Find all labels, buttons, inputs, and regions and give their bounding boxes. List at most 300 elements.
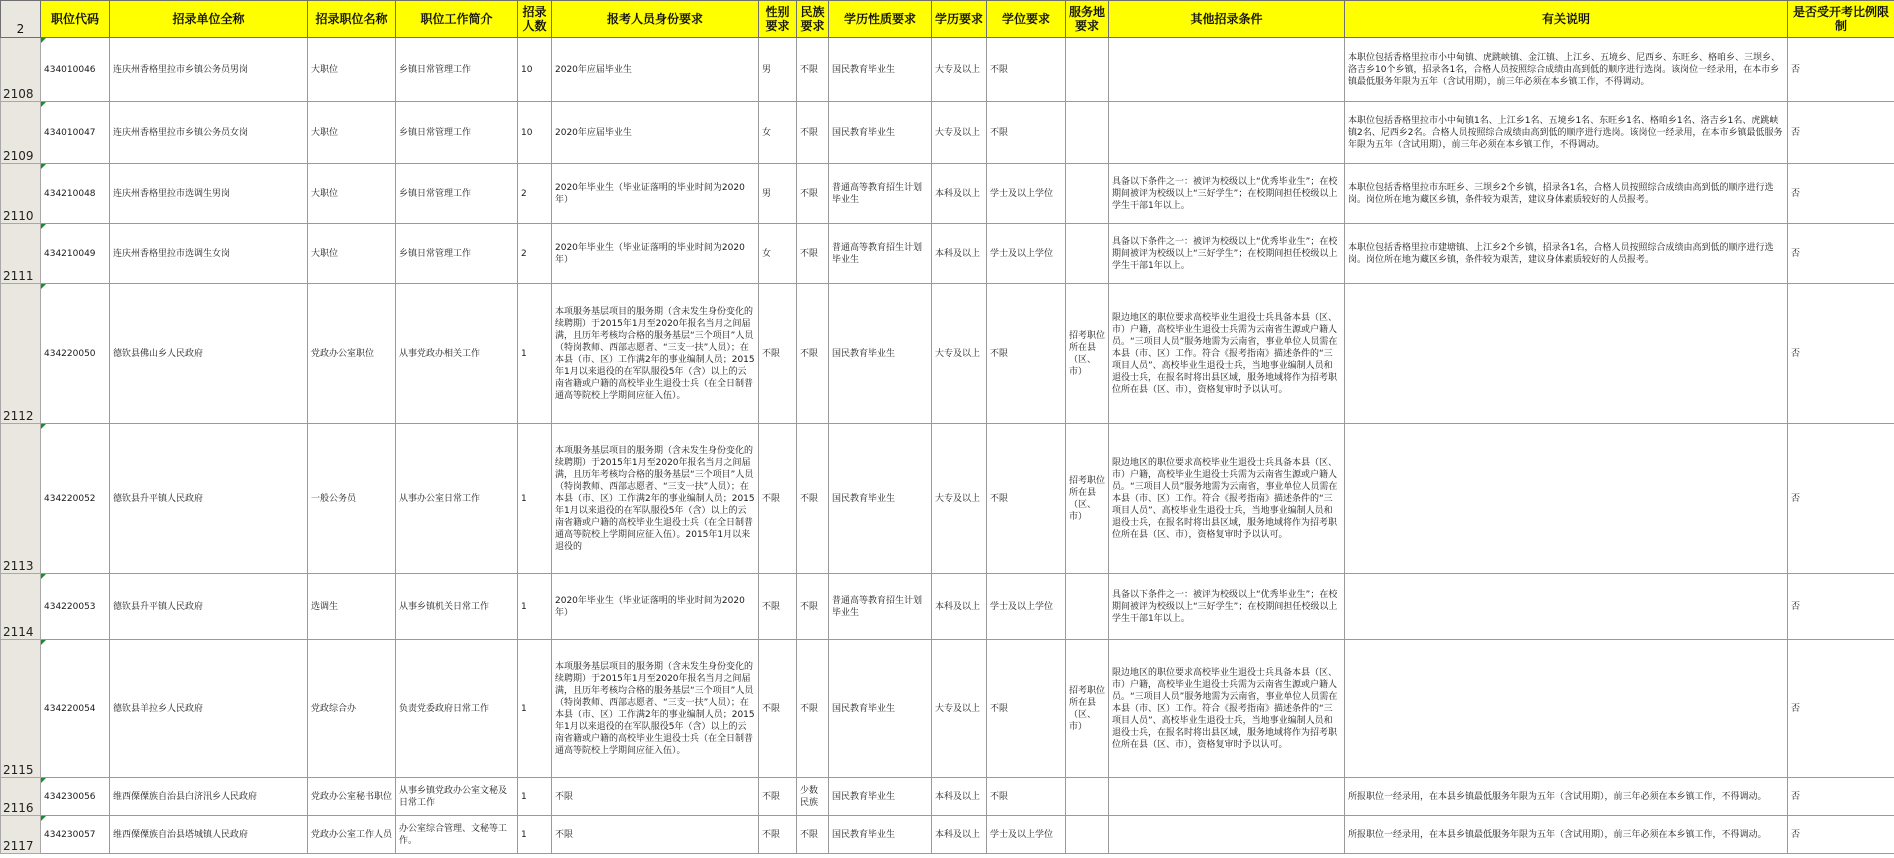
cell-other-text: 具备以下条件之一：被评为校级以上“优秀毕业生”；在校期间被评为校级以上“三好学生”；在校期间担任校级以上学生干部1年以上。 — [1112, 236, 1338, 271]
cell-code-text: 434210049 — [44, 248, 96, 259]
cell-ratio[interactable] — [1788, 102, 1894, 164]
cell-unit-text: 维西傈僳族自治县白济汛乡人民政府 — [113, 791, 258, 802]
cell-identity[interactable] — [552, 574, 759, 640]
header-identity[interactable]: 报考人员身份要求 — [552, 1, 759, 38]
cell-notes[interactable] — [1345, 778, 1788, 816]
cell-edu-type[interactable] — [829, 102, 932, 164]
cell-degree[interactable] — [987, 38, 1066, 102]
cell-identity[interactable] — [552, 816, 759, 854]
table-row — [1, 816, 1894, 854]
cell-ratio[interactable] — [1788, 164, 1894, 224]
row-number-text: 2117 — [3, 840, 34, 852]
row-number — [1, 38, 41, 102]
cell-education[interactable] — [932, 778, 987, 816]
table-row — [1, 778, 1894, 816]
cell-edu-type-text: 普通高等教育招生计划毕业生 — [832, 595, 923, 618]
cell-other[interactable] — [1109, 640, 1345, 778]
cell-service[interactable] — [1066, 574, 1109, 640]
cell-service[interactable] — [1066, 424, 1109, 574]
cell-ethnicity-text: 不限 — [800, 703, 819, 714]
cell-education[interactable] — [932, 164, 987, 224]
cell-notes[interactable] — [1345, 640, 1788, 778]
cell-service[interactable] — [1066, 38, 1109, 102]
cell-other[interactable] — [1109, 38, 1345, 102]
cell-education[interactable] — [932, 102, 987, 164]
cell-identity-text: 2020年应届毕业生 — [555, 127, 632, 138]
cell-edu-type-text: 国民教育毕业生 — [832, 703, 896, 714]
cell-unit[interactable] — [110, 816, 308, 854]
cell-edu-type[interactable] — [829, 816, 932, 854]
cell-gender-text: 不限 — [762, 791, 781, 802]
cell-unit[interactable] — [110, 424, 308, 574]
cell-identity[interactable] — [552, 38, 759, 102]
row-number — [1, 574, 41, 640]
cell-edu-type-text: 国民教育毕业生 — [832, 64, 896, 75]
cell-unit-text: 连庆州香格里拉市乡镇公务员男岗 — [113, 64, 249, 75]
cell-ethnicity-text: 不限 — [800, 64, 819, 75]
cell-ratio[interactable] — [1788, 38, 1894, 102]
cell-ratio-text: 否 — [1791, 64, 1801, 75]
cell-service-text: 招考职位所在县（区、市） — [1069, 685, 1105, 732]
cell-code-text: 434220050 — [44, 348, 96, 359]
row-number: 2 — [1, 1, 41, 38]
cell-ethnicity[interactable] — [797, 640, 829, 778]
header-intro[interactable]: 职位工作简介 — [396, 1, 518, 38]
row-number-text: 2113 — [3, 560, 34, 572]
cell-unit[interactable] — [110, 224, 308, 284]
cell-identity-text: 2020年应届毕业生 — [555, 64, 632, 75]
cell-code-text: 434220053 — [44, 601, 96, 612]
cell-education-text: 大专及以上 — [935, 64, 981, 75]
header-edu-type[interactable]: 学历性质要求 — [829, 1, 932, 38]
cell-degree[interactable] — [987, 224, 1066, 284]
cell-ethnicity-text: 不限 — [800, 248, 819, 259]
cell-degree-text: 不限 — [990, 127, 1009, 138]
cell-intro[interactable] — [396, 640, 518, 778]
cell-ethnicity-text: 不限 — [800, 829, 819, 840]
cell-position[interactable] — [308, 102, 396, 164]
cell-unit-text: 德钦县羊拉乡人民政府 — [113, 703, 204, 714]
cell-identity[interactable] — [552, 102, 759, 164]
cell-count[interactable] — [518, 38, 552, 102]
cell-gender[interactable] — [759, 38, 797, 102]
cell-unit-text: 德钦县升平镇人民政府 — [113, 601, 204, 612]
cell-intro[interactable] — [396, 164, 518, 224]
cell-intro[interactable] — [396, 574, 518, 640]
cell-notes-text: 本职位包括香格里拉市建塘镇、上江乡2个乡镇，招录各1名，合格人员按照综合成绩由高到低的顺序进行选岗。岗位所在地为藏区乡镇，条件较为艰苦，建议身体素质较好的人员报考。 — [1348, 242, 1774, 265]
cell-count[interactable] — [518, 816, 552, 854]
cell-position-text: 选调生 — [311, 601, 339, 612]
cell-position[interactable] — [308, 574, 396, 640]
cell-other[interactable] — [1109, 816, 1345, 854]
cell-position-text: 大职位 — [311, 188, 339, 199]
cell-edu-type-text: 国民教育毕业生 — [832, 791, 896, 802]
cell-education[interactable] — [932, 574, 987, 640]
cell-other-text: 限边地区的职位要求高校毕业生退役士兵具备本县（区、市）户籍，高校毕业生退役士兵需为云南省生源或户籍人员。“三项目人员”服务地需为云南省，事业单位人员需在本县（市、区）工作。符合《报考指南》描述条件的“三项目人员”、高校毕业生退役士兵，当地事业编制人员和退役士兵，在报名时将出县区域，服务地域将作为招考职位所在县（区、市），资格复审时予以认可。 — [1112, 667, 1338, 750]
row-number — [1, 816, 41, 854]
cell-degree[interactable] — [987, 574, 1066, 640]
cell-service[interactable] — [1066, 778, 1109, 816]
cell-gender-text: 男 — [762, 64, 772, 75]
cell-edu-type-text: 国民教育毕业生 — [832, 493, 896, 504]
cell-intro[interactable] — [396, 424, 518, 574]
cell-notes[interactable] — [1345, 102, 1788, 164]
cell-edu-type-text: 国民教育毕业生 — [832, 127, 896, 138]
cell-service-text: 招考职位所在县（区、市） — [1069, 475, 1105, 522]
row-number — [1, 224, 41, 284]
cell-education[interactable] — [932, 424, 987, 574]
cell-degree[interactable] — [987, 640, 1066, 778]
cell-notes[interactable] — [1345, 424, 1788, 574]
cell-other[interactable] — [1109, 102, 1345, 164]
cell-degree[interactable] — [987, 164, 1066, 224]
cell-other[interactable] — [1109, 224, 1345, 284]
cell-edu-type[interactable] — [829, 164, 932, 224]
cell-education[interactable] — [932, 284, 987, 424]
cell-edu-type-text: 国民教育毕业生 — [832, 829, 896, 840]
cell-ethnicity[interactable] — [797, 224, 829, 284]
cell-notes[interactable] — [1345, 816, 1788, 854]
cell-position[interactable] — [308, 164, 396, 224]
cell-gender-text: 女 — [762, 127, 772, 138]
cell-unit[interactable] — [110, 102, 308, 164]
header-ratio[interactable]: 是否受开考比例限制 — [1788, 1, 1894, 38]
cell-intro-text: 从事办公室日常工作 — [399, 493, 481, 504]
cell-identity-text: 不限 — [555, 791, 574, 802]
cell-degree[interactable] — [987, 102, 1066, 164]
cell-education-text: 大专及以上 — [935, 127, 981, 138]
cell-code[interactable] — [41, 224, 110, 284]
cell-code[interactable] — [41, 424, 110, 574]
cell-degree-text: 学士及以上学位 — [990, 601, 1054, 612]
cell-intro[interactable] — [396, 224, 518, 284]
cell-code[interactable] — [41, 574, 110, 640]
cell-count-text: 2 — [521, 188, 527, 199]
cell-ratio-text: 否 — [1791, 188, 1801, 199]
cell-degree[interactable] — [987, 284, 1066, 424]
cell-unit[interactable] — [110, 574, 308, 640]
row-number — [1, 778, 41, 816]
cell-code[interactable] — [41, 102, 110, 164]
cell-education-text: 本科及以上 — [935, 601, 981, 612]
cell-notes[interactable] — [1345, 574, 1788, 640]
cell-code-text: 434220054 — [44, 703, 96, 714]
cell-intro-text: 乡镇日常管理工作 — [399, 248, 472, 259]
cell-code-text: 434210048 — [44, 188, 96, 199]
cell-count[interactable] — [518, 164, 552, 224]
cell-ratio-text: 否 — [1791, 493, 1801, 504]
cell-other[interactable] — [1109, 284, 1345, 424]
cell-service[interactable] — [1066, 640, 1109, 778]
cell-position-text: 党政综合办 — [311, 703, 357, 714]
cell-edu-type[interactable] — [829, 778, 932, 816]
cell-ratio-text: 否 — [1791, 127, 1801, 138]
cell-unit[interactable] — [110, 778, 308, 816]
cell-ethnicity-text: 不限 — [800, 127, 819, 138]
cell-count-text: 10 — [521, 127, 533, 138]
cell-degree-text: 不限 — [990, 348, 1009, 359]
cell-count-text: 1 — [521, 493, 527, 504]
row-number-text: 2109 — [3, 150, 34, 162]
cell-unit-text: 连庆州香格里拉市乡镇公务员女岗 — [113, 127, 249, 138]
row-number — [1, 164, 41, 224]
row-number-text: 2110 — [3, 210, 34, 222]
cell-intro[interactable] — [396, 38, 518, 102]
cell-edu-type[interactable] — [829, 224, 932, 284]
cell-ethnicity[interactable] — [797, 102, 829, 164]
cell-identity[interactable] — [552, 424, 759, 574]
cell-intro-text: 从事乡镇党政办公室文秘及日常工作 — [399, 785, 508, 808]
header-degree[interactable]: 学位要求 — [987, 1, 1066, 38]
cell-edu-type[interactable] — [829, 640, 932, 778]
cell-unit-text: 连庆州香格里拉市选调生男岗 — [113, 188, 231, 199]
cell-gender[interactable] — [759, 816, 797, 854]
cell-position[interactable] — [308, 778, 396, 816]
cell-gender[interactable] — [759, 424, 797, 574]
cell-count-text: 1 — [521, 829, 527, 840]
cell-position[interactable] — [308, 640, 396, 778]
cell-position-text: 党政办公室职位 — [311, 348, 375, 359]
cell-position-text: 大职位 — [311, 127, 339, 138]
cell-gender-text: 不限 — [762, 829, 781, 840]
cell-degree[interactable] — [987, 778, 1066, 816]
cell-ethnicity[interactable] — [797, 574, 829, 640]
cell-code-text: 434010046 — [44, 64, 96, 75]
cell-edu-type[interactable] — [829, 574, 932, 640]
cell-identity-text: 本项服务基层项目的服务期（含未发生身份变化的续聘期）于2015年1月至2020年报名当月之间届满，且历年考核均合格的服务基层“三个项目”人员（特岗教师、西部志愿者、“三支一扶”人员）；在本县（市、区）工作满2年的事业编制人员；2015年1月以来退役的在军队服役5年（含）以上的云南省籍或户籍的高校毕业生退役士兵（在全日制普通高等院校上学期间应征入伍）。2015年1月以来退役的 — [555, 445, 755, 552]
cell-education[interactable] — [932, 640, 987, 778]
cell-position[interactable] — [308, 284, 396, 424]
cell-code[interactable] — [41, 38, 110, 102]
cell-service[interactable] — [1066, 284, 1109, 424]
cell-notes-text: 本职位包括香格里拉市小中甸镇、虎跳峡镇、金江镇、上江乡、五境乡、尼西乡、东旺乡、格咱乡、三坝乡、洛吉乡10个乡镇，招录各1名，合格人员按照综合成绩由高到低的顺序进行选岗。该岗位一经录用，在本市乡镇最低服务年限为五年（含试用期），前三年必须在本乡镇工作，不得调动。 — [1348, 52, 1781, 87]
cell-gender[interactable] — [759, 224, 797, 284]
cell-ethnicity[interactable] — [797, 284, 829, 424]
header-gender[interactable]: 性别要求 — [759, 1, 797, 38]
cell-intro[interactable] — [396, 778, 518, 816]
cell-degree-text: 不限 — [990, 791, 1009, 802]
cell-position-text: 大职位 — [311, 248, 339, 259]
cell-count-text: 1 — [521, 348, 527, 359]
header-notes[interactable]: 有关说明 — [1345, 1, 1788, 38]
row-number-text: 2111 — [3, 270, 34, 282]
cell-position[interactable] — [308, 816, 396, 854]
cell-unit[interactable] — [110, 284, 308, 424]
table-row — [1, 424, 1894, 574]
table-row — [1, 224, 1894, 284]
cell-ethnicity[interactable] — [797, 778, 829, 816]
header-row — [1, 1, 1894, 38]
cell-degree[interactable] — [987, 424, 1066, 574]
cell-education[interactable] — [932, 224, 987, 284]
cell-count[interactable] — [518, 574, 552, 640]
cell-notes[interactable] — [1345, 224, 1788, 284]
header-ethnicity[interactable]: 民族要求 — [797, 1, 829, 38]
cell-ratio[interactable] — [1788, 284, 1894, 424]
row-number — [1, 640, 41, 778]
cell-code-text: 434230056 — [44, 791, 96, 802]
cell-code[interactable] — [41, 164, 110, 224]
cell-identity-text: 本项服务基层项目的服务期（含未发生身份变化的续聘期）于2015年1月至2020年报名当月之间届满，且历年考核均合格的服务基层“三个项目”人员（特岗教师、西部志愿者、“三支一扶”人员）；在本县（市、区）工作满2年的事业编制人员；2015年1月以来退役的在军队服役5年（含）以上的云南省籍或户籍的高校毕业生退役士兵（在全日制普通高等院校上学期间应征入伍）。 — [555, 306, 755, 401]
cell-ratio[interactable] — [1788, 424, 1894, 574]
row-number — [1, 284, 41, 424]
cell-degree-text: 不限 — [990, 64, 1009, 75]
cell-ratio[interactable] — [1788, 816, 1894, 854]
row-number-text: 2116 — [3, 802, 34, 814]
cell-ratio-text: 否 — [1791, 348, 1801, 359]
cell-intro[interactable] — [396, 102, 518, 164]
cell-code[interactable] — [41, 816, 110, 854]
row-number-text: 2115 — [3, 764, 34, 776]
cell-notes-text: 本职位包括香格里拉市小中甸镇1名、上江乡1名、五境乡1名、东旺乡1名、格咱乡1名、洛吉乡1名、虎跳峡镇2名、尼西乡2名。合格人员按照综合成绩由高到低的顺序进行选岗。该岗位一经录用，在本市乡镇最低服务年限为五年（含试用期），前三年必须在本乡镇工作，不得调动。 — [1348, 115, 1783, 150]
cell-ethnicity[interactable] — [797, 816, 829, 854]
cell-intro[interactable] — [396, 816, 518, 854]
cell-service[interactable] — [1066, 224, 1109, 284]
header-other[interactable]: 其他招录条件 — [1109, 1, 1345, 38]
cell-gender[interactable] — [759, 574, 797, 640]
cell-ethnicity-text: 不限 — [800, 601, 819, 612]
cell-gender[interactable] — [759, 284, 797, 424]
cell-service[interactable] — [1066, 164, 1109, 224]
cell-code[interactable] — [41, 284, 110, 424]
cell-unit[interactable] — [110, 164, 308, 224]
cell-other[interactable] — [1109, 424, 1345, 574]
cell-gender[interactable] — [759, 778, 797, 816]
cell-ethnicity-text: 不限 — [800, 188, 819, 199]
cell-notes-text: 所报职位一经录用，在本县乡镇最低服务年限为五年（含试用期），前三年必须在本乡镇工作，不得调动。 — [1348, 791, 1767, 802]
cell-edu-type[interactable] — [829, 38, 932, 102]
cell-edu-type[interactable] — [829, 424, 932, 574]
cell-degree-text: 不限 — [990, 493, 1009, 504]
cell-ratio[interactable] — [1788, 574, 1894, 640]
cell-ethnicity[interactable] — [797, 424, 829, 574]
cell-unit[interactable] — [110, 38, 308, 102]
cell-code[interactable] — [41, 778, 110, 816]
cell-notes-text: 所报职位一经录用，在本县乡镇最低服务年限为五年（含试用期），前三年必须在本乡镇工作，不得调动。 — [1348, 829, 1767, 840]
cell-ratio[interactable] — [1788, 224, 1894, 284]
cell-count-text: 2 — [521, 248, 527, 259]
cell-notes-text: 本职位包括香格里拉市东旺乡、三坝乡2个乡镇，招录各1名，合格人员按照综合成绩由高到低的顺序进行选岗。岗位所在地为藏区乡镇，条件较为艰苦，建议身体素质较好的人员报考。 — [1348, 182, 1774, 205]
table-row — [1, 38, 1894, 102]
cell-edu-type[interactable] — [829, 284, 932, 424]
cell-count[interactable] — [518, 224, 552, 284]
cell-education-text: 本科及以上 — [935, 791, 981, 802]
cell-ratio-text: 否 — [1791, 248, 1801, 259]
row-number — [1, 102, 41, 164]
cell-count-text: 1 — [521, 703, 527, 714]
cell-service[interactable] — [1066, 102, 1109, 164]
cell-education[interactable] — [932, 38, 987, 102]
table-row — [1, 284, 1894, 424]
cell-count-text: 1 — [521, 601, 527, 612]
cell-ethnicity-text: 不限 — [800, 348, 819, 359]
cell-gender[interactable] — [759, 164, 797, 224]
cell-code[interactable] — [41, 640, 110, 778]
header-count[interactable]: 招录人数 — [518, 1, 552, 38]
cell-degree[interactable] — [987, 816, 1066, 854]
header-position[interactable]: 招录职位名称 — [308, 1, 396, 38]
cell-degree-text: 学士及以上学位 — [990, 829, 1054, 840]
cell-ethnicity[interactable] — [797, 38, 829, 102]
cell-education[interactable] — [932, 816, 987, 854]
cell-identity[interactable] — [552, 224, 759, 284]
header-education[interactable]: 学历要求 — [932, 1, 987, 38]
cell-degree-text: 不限 — [990, 703, 1009, 714]
cell-intro-text: 乡镇日常管理工作 — [399, 188, 472, 199]
cell-other[interactable] — [1109, 574, 1345, 640]
table-row — [1, 102, 1894, 164]
cell-count[interactable] — [518, 640, 552, 778]
cell-count[interactable] — [518, 424, 552, 574]
cell-intro-text: 乡镇日常管理工作 — [399, 64, 472, 75]
cell-position[interactable] — [308, 38, 396, 102]
cell-ethnicity[interactable] — [797, 164, 829, 224]
cell-unit[interactable] — [110, 640, 308, 778]
cell-ratio[interactable] — [1788, 778, 1894, 816]
cell-gender[interactable] — [759, 102, 797, 164]
cell-identity-text: 2020年毕业生（毕业证落明的毕业时间为2020年） — [555, 182, 745, 205]
cell-identity-text: 2020年毕业生（毕业证落明的毕业时间为2020年） — [555, 595, 745, 618]
cell-intro[interactable] — [396, 284, 518, 424]
cell-ethnicity-text: 少数民族 — [800, 785, 819, 808]
cell-gender[interactable] — [759, 640, 797, 778]
cell-identity[interactable] — [552, 778, 759, 816]
cell-notes[interactable] — [1345, 284, 1788, 424]
row-number — [1, 424, 41, 574]
cell-other[interactable] — [1109, 164, 1345, 224]
cell-service[interactable] — [1066, 816, 1109, 854]
cell-identity[interactable] — [552, 284, 759, 424]
cell-notes[interactable] — [1345, 38, 1788, 102]
cell-code-text: 434230057 — [44, 829, 96, 840]
cell-education-text: 大专及以上 — [935, 703, 981, 714]
cell-count[interactable] — [518, 102, 552, 164]
cell-service-text: 招考职位所在县（区、市） — [1069, 330, 1105, 377]
cell-code-text: 434010047 — [44, 127, 96, 138]
cell-intro-text: 乡镇日常管理工作 — [399, 127, 472, 138]
cell-education-text: 本科及以上 — [935, 829, 981, 840]
cell-gender-text: 不限 — [762, 493, 781, 504]
cell-position-text: 党政办公室工作人员 — [311, 829, 392, 840]
cell-other-text: 具备以下条件之一：被评为校级以上“优秀毕业生”；在校期间被评为校级以上“三好学生”；在校期间担任校级以上学生干部1年以上。 — [1112, 176, 1338, 211]
header-unit[interactable]: 招录单位全称 — [110, 1, 308, 38]
cell-count[interactable] — [518, 778, 552, 816]
cell-count[interactable] — [518, 284, 552, 424]
cell-position[interactable] — [308, 424, 396, 574]
cell-code-text: 434220052 — [44, 493, 96, 504]
cell-identity-text: 不限 — [555, 829, 574, 840]
cell-unit-text: 德钦县升平镇人民政府 — [113, 493, 204, 504]
cell-unit-text: 德钦县佛山乡人民政府 — [113, 348, 204, 359]
cell-other[interactable] — [1109, 778, 1345, 816]
cell-gender-text: 不限 — [762, 348, 781, 359]
cell-degree-text: 学士及以上学位 — [990, 248, 1054, 259]
cell-education-text: 本科及以上 — [935, 188, 981, 199]
cell-ratio[interactable] — [1788, 640, 1894, 778]
header-service[interactable]: 服务地要求 — [1066, 1, 1109, 38]
cell-gender-text: 不限 — [762, 703, 781, 714]
header-code[interactable]: 职位代码 — [41, 1, 110, 38]
cell-notes[interactable] — [1345, 164, 1788, 224]
cell-position[interactable] — [308, 224, 396, 284]
cell-gender-text: 男 — [762, 188, 772, 199]
cell-ratio-text: 否 — [1791, 791, 1801, 802]
table-row — [1, 640, 1894, 778]
cell-identity[interactable] — [552, 164, 759, 224]
cell-education-text: 大专及以上 — [935, 493, 981, 504]
cell-identity[interactable] — [552, 640, 759, 778]
table-row — [1, 574, 1894, 640]
